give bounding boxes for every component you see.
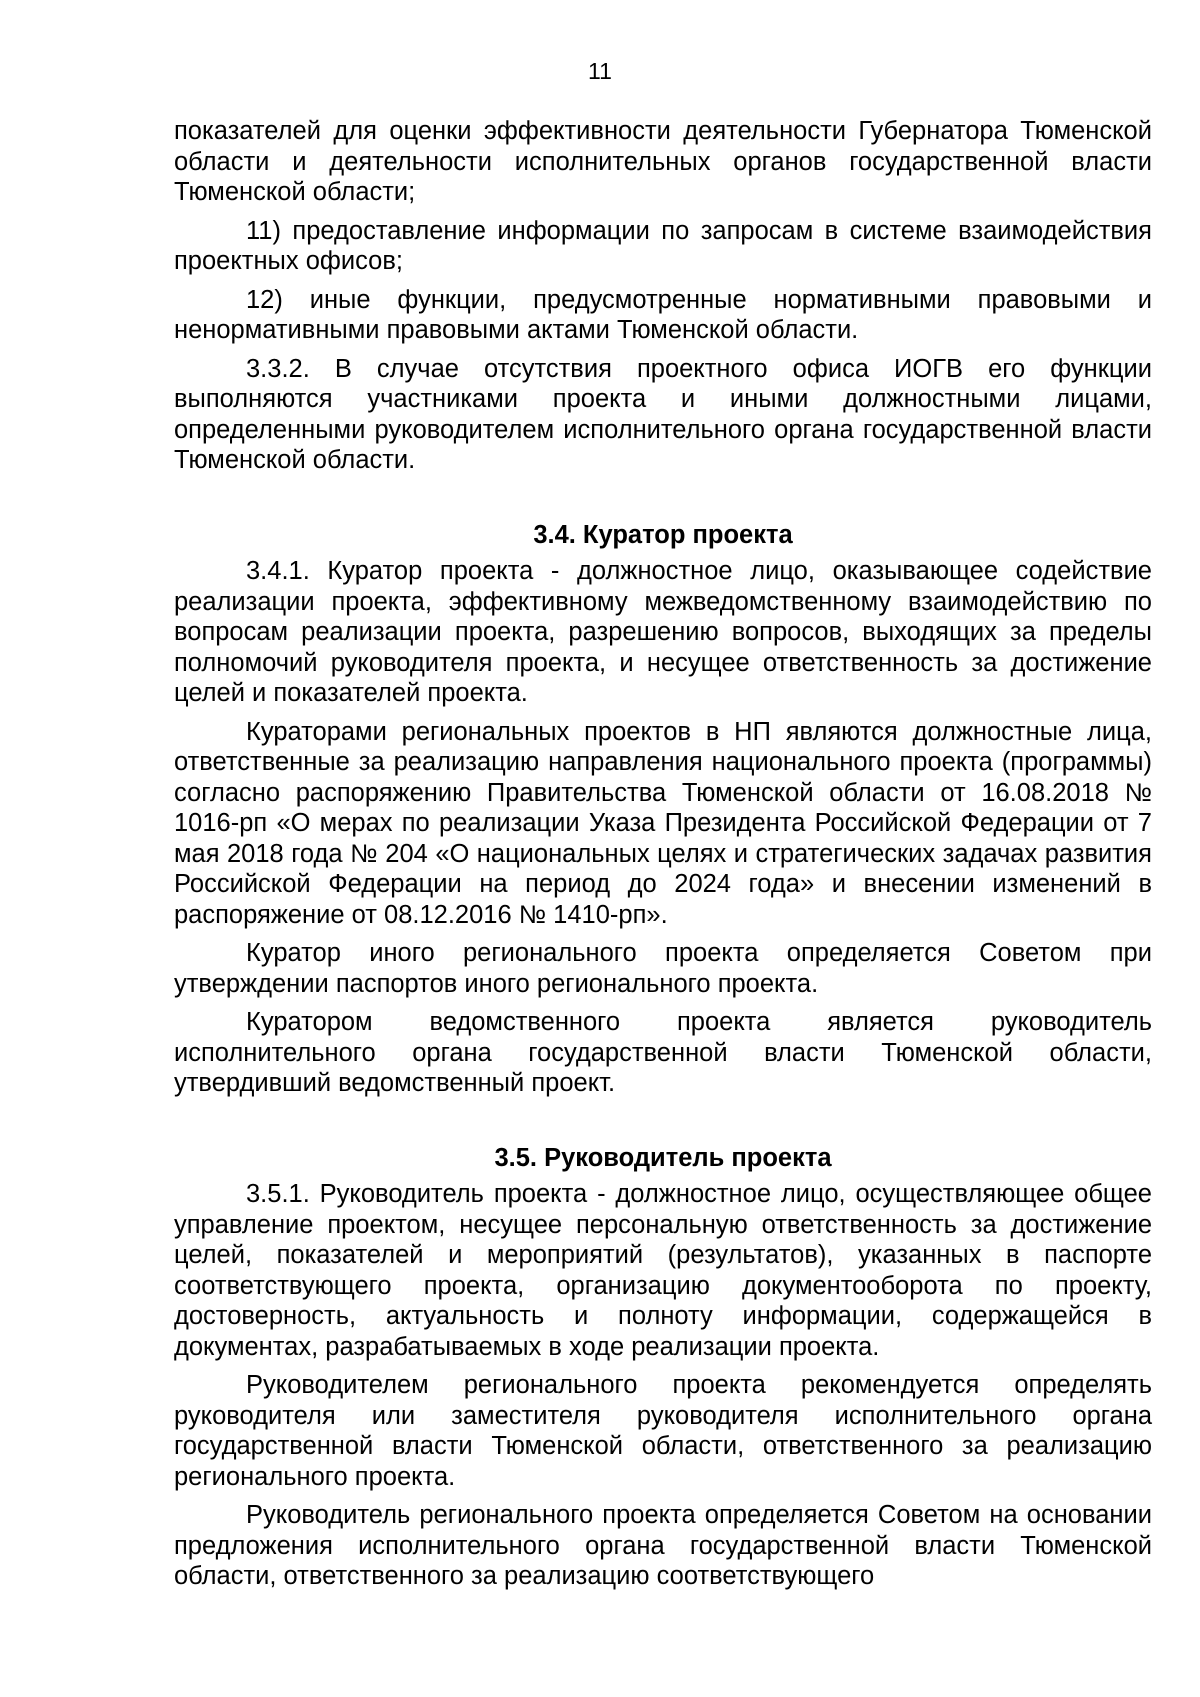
paragraph-curator-departmental: Куратором ведомственного проекта является руководитель исполнительного органа государственной власти Тюменской области, утвердивший ведомственный проект. — [174, 1008, 1152, 1097]
paragraph-3-3-2: 3.3.2. В случае отсутствия проектного офиса ИОГВ его функции выполняются участниками проекта и иными должностными лицами, определенными руководителем исполнительного органа государственной власти Тюменской области. — [174, 354, 1152, 474]
paragraph-item-12: 12) иные функции, предусмотренные нормативными правовыми и ненормативными правовыми актами Тюменской области. — [174, 285, 1152, 344]
paragraph-item-11: 11) предоставление информации по запросам в системе взаимодействия проектных офисов; — [174, 216, 1152, 275]
section-heading-3-5: 3.5. Руководитель проекта — [494, 1143, 832, 1172]
paragraph-curators-regional: Кураторами региональных проектов в НП являются должностные лица, ответственные за реализацию направления национального проекта (программы) согласно распоряжению Правительства Тюменской области от 16.08.2018 № 1016-рп «О мерах по реализации Указа Президента Российской Федерации от 7 мая 2018 года № 204 «О национальных целях и стратегических задачах развития Российской Федерации на период до 2024 года» и внесении изменений в распоряжение от 08.12.2016 № 1410-рп». — [174, 717, 1152, 929]
paragraph-3-5-1: 3.5.1. Руководитель проекта - должностное лицо, осуществляющее общее управление проектом, несущее персональную ответственность за достижение целей, показателей и мероприятий (результатов), указанных в паспорте соответствующего проекта, организацию документооборота по проекту, достоверность, актуальность и полноту информации, содержащейся в документах, разрабатываемых в ходе реализации проекта. — [174, 1180, 1152, 1361]
paragraph-head-regional-council: Руководитель регионального проекта определяется Советом на основании предложения исполнительного органа государственной власти Тюменской области, ответственного за реализацию соответствующего — [174, 1501, 1152, 1590]
paragraph-head-regional-recommend: Руководителем регионального проекта рекомендуется определять руководителя или заместителя руководителя исполнительного органа государственной власти Тюменской области, ответственного за реализацию регионального проекта. — [174, 1371, 1152, 1491]
page-number: 11 — [588, 58, 612, 84]
paragraph-curator-other: Куратор иного регионального проекта определяется Советом при утверждении паспортов иного регионального проекта. — [174, 939, 1152, 998]
paragraph-3-4-1: 3.4.1. Куратор проекта - должностное лицо, оказывающее содействие реализации проекта, эффективному межведомственному взаимодействию по вопросам реализации проекта, разрешению вопросов, выходящих за пределы полномочий руководителя проекта, и несущее ответственность за достижение целей и показателей проекта. — [174, 557, 1152, 707]
paragraph-continuation: показателей для оценки эффективности деятельности Губернатора Тюменской области и деятельности исполнительных органов государственной власти Тюменской области; — [174, 117, 1152, 206]
section-heading-3-4: 3.4. Куратор проекта — [533, 520, 793, 549]
page-content — [174, 116, 1152, 1600]
